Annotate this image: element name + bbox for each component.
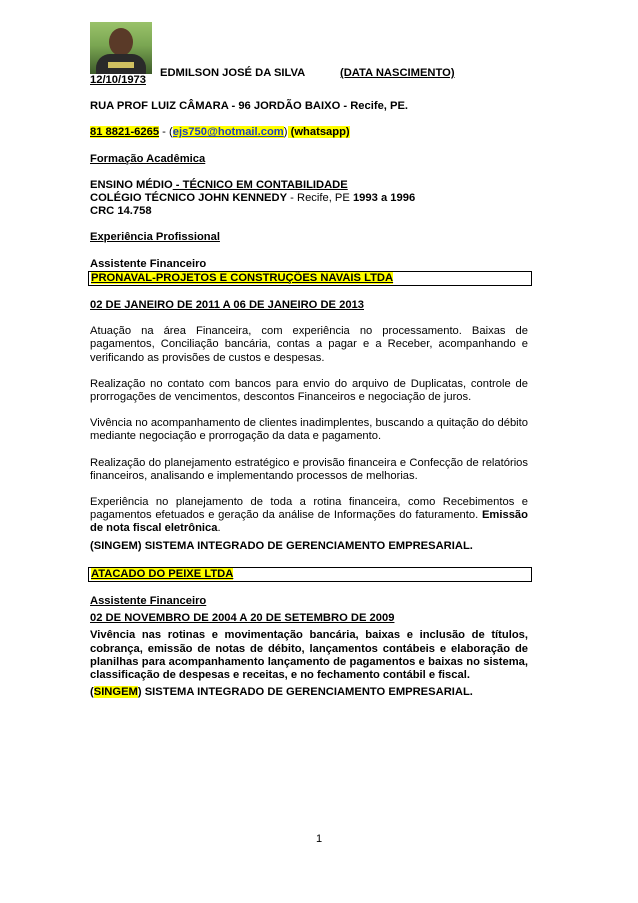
contact-separator: - (: [159, 126, 173, 139]
job1-paragraph-2: Realização no contato com bancos para envio do arquivo de Duplicatas, controle de prorrogações de vencimentos, descontos Financeiros e negociação de juros.: [90, 377, 528, 404]
job2-system-open: (: [90, 686, 94, 699]
address: RUA PROF LUIZ CÂMARA - 96 JORDÃO BAIXO - Recife, PE.: [90, 100, 409, 113]
job1-paragraph-1: Atuação na área Financeira, com experiência no processamento. Baixas de pagamentos, Conciliação bancária, contas a pagar e a Receber, acompanhando e verificando as provisões de custos e despesas.: [90, 325, 528, 364]
job2-paragraph-1: Vivência nas rotinas e movimentação bancária, baixas e inclusão de títulos, cobrança, emissão de notas de débito, lançamentos contábeis e elaboração de planilhas para acompanhamento lançamento de pagamentos e baixas no sistema, classificação de despesas e receitas, e no fechamento contábil e fiscal.: [90, 629, 528, 682]
education-crc: CRC 14.758: [90, 205, 152, 218]
job1-role: Assistente Financeiro: [90, 257, 207, 270]
dob-value: 12/10/1973: [90, 74, 146, 86]
job1-nfe: Emissão de nota fiscal eletrônica: [90, 509, 528, 535]
job2-period: 02 DE NOVEMBRO DE 2004 A 20 DE SETEMBRO DE 2009: [90, 612, 395, 625]
job2-role: Assistente Financeiro: [90, 595, 207, 608]
job2-system-rest: ) SISTEMA INTEGRADO DE GERENCIAMENTO EMPRESARIAL.: [137, 686, 473, 699]
header-row: [90, 22, 528, 79]
job1-system: (SINGEM) SISTEMA INTEGRADO DE GERENCIAMENTO EMPRESARIAL.: [90, 539, 473, 552]
job1-period: 02 DE JANEIRO DE 2011 A 06 DE JANEIRO DE 2013: [90, 299, 365, 312]
job1-paragraph-5-text: Experiência no planejamento de toda a rotina financeira, como Recebimentos e pagamentos efetuados e geração da análise de Informações do faturamento.: [90, 496, 528, 522]
job2-system-abbr: SINGEM: [93, 686, 138, 699]
candidate-name: EDMILSON JOSÉ DA SILVA: [160, 67, 306, 79]
whatsapp-label: (whatsapp): [287, 126, 350, 139]
job2-company-box: [88, 567, 532, 582]
phone-number: 81 8821-6265: [90, 126, 160, 139]
job1-paragraph-5-end: .: [217, 522, 221, 535]
education-level-name: ENSINO MÉDIO: [90, 178, 173, 191]
education-heading: Formação Acadêmica: [90, 152, 206, 165]
dob-label: (DATA NASCIMENTO): [340, 67, 455, 79]
contact-close: ): [283, 126, 288, 139]
job1-company: PRONAVAL-PROJETOS E CONSTRUÇÕES NAVAIS LTDA: [91, 271, 394, 284]
job1-paragraph-4: Realização do planejamento estratégico e provisão financeira e Confecção de relatórios financeiros, analisando e implementando processos de melhorias.: [90, 456, 528, 482]
email-link[interactable]: ejs750@hotmail.com: [172, 126, 284, 139]
education-course: - TÉCNICO EM CONTABILIDADE: [172, 178, 348, 191]
contact-line: [90, 126, 528, 139]
education-school-place: - Recife, PE: [287, 192, 353, 205]
education-school: COLÉGIO TÉCNICO JOHN KENNEDY: [90, 192, 288, 205]
profile-photo: [90, 22, 152, 74]
photo-shirt-logo: [108, 62, 134, 68]
job1-paragraph-3: Vivência no acompanhamento de clientes inadimplentes, buscando a quitação do débito mediante negociação e prorrogação da data e pagamento.: [90, 417, 528, 443]
job2-company: ATACADO DO PEIXE LTDA: [91, 567, 234, 580]
job1-paragraph-5: [90, 496, 528, 536]
experience-heading: Experiência Profissional: [90, 231, 220, 244]
job1-company-box: [88, 271, 532, 286]
education-level: [90, 179, 528, 192]
page-number: 1: [315, 833, 323, 845]
photo-head: [109, 28, 133, 56]
education-years: 1993 a 1996: [352, 192, 416, 205]
resume-content: [90, 22, 528, 700]
education-school-line: [90, 192, 528, 205]
job2-system: [90, 686, 528, 699]
